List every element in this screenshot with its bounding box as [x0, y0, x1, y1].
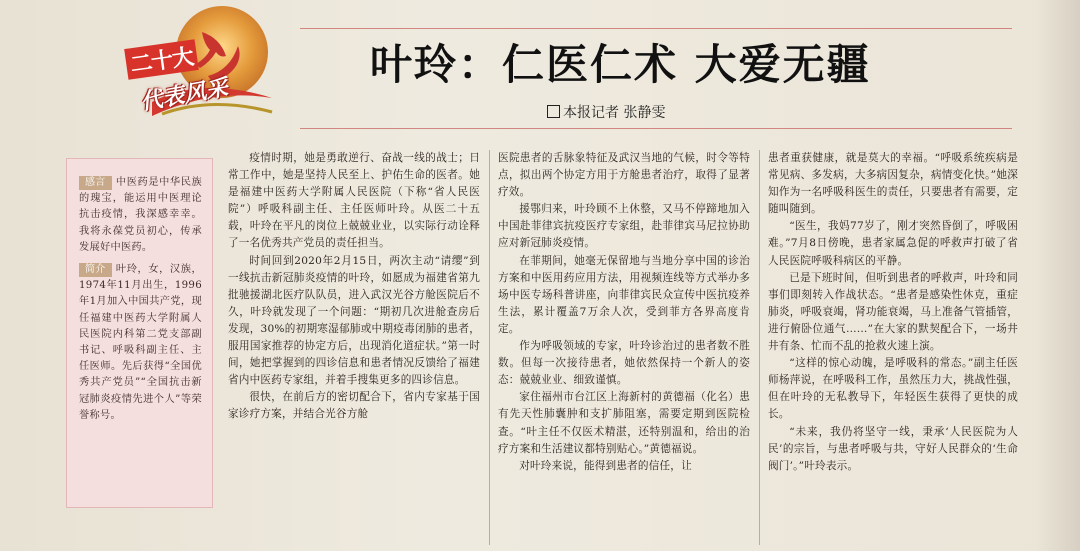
- paragraph: 已是下班时间，但听到患者的呼救声，叶玲和同事们即刻转入作战状态。“患者是感染性休克，重症肺炎，呼吸衰竭，肾功能衰竭，马上准备气管插管，进行俯卧位通气……”在大家的默契配合下，一场井井有条、忙而不乱的抢救火速上演。: [768, 271, 1018, 353]
- profile-tag: 简介: [79, 263, 112, 277]
- byline: [547, 102, 665, 122]
- article-column-3: [768, 150, 1018, 550]
- paragraph: 在菲期间，她毫无保留地与当地分享中国的诊治方案和中医用药应用方法，用视频连线等方式举办多场中医专场科普讲座，向菲律宾民众宣传中医抗疫养生法，累计覆盖7万余人次，受到菲方各界高度肯定。: [498, 254, 750, 335]
- paragraph: 援鄂归来，叶玲顾不上休整，又马不停蹄地加入中国赴菲律宾抗疫医疗专家组，赴菲律宾马尼拉协助应对新冠肺炎疫情。: [498, 203, 750, 250]
- bottom-rule: [300, 128, 1012, 129]
- logo-line1: 二十大: [124, 39, 199, 80]
- paragraph: 对叶玲来说，能得到患者的信任，让: [519, 459, 692, 472]
- paragraph: 患者重获健康，就是莫大的幸福。“呼吸系统疾病是常见病、多发病，大多病因复杂，病情变化快。”她深知作为一名呼吸科医生的责任，只要患者有需要，定随叫随到。: [768, 152, 1018, 216]
- column-divider: [759, 150, 760, 545]
- paragraph: “未来，我仍将坚守一线，秉承‘人民医院为人民’的宗旨，与患者呼吸与共，守好人民群众的‘生命阀门’。”叶玲表示。: [768, 425, 1018, 472]
- paragraph: 很快，在前后方的密切配合下，省内专家基于国家诊疗方案，并结合光谷方舱: [228, 391, 480, 421]
- top-rule: [300, 28, 1012, 29]
- profile-sidebar: [66, 158, 213, 508]
- article-column-1: [228, 150, 480, 550]
- column-divider: [489, 150, 490, 545]
- motto-tag: 感言: [79, 176, 112, 190]
- paragraph: “这样的惊心动魄，是呼吸科的常态。”副主任医师杨萍说，在呼吸科工作，虽然压力大，挑战性强，但在叶玲的无私教导下，年轻医生获得了更快的成长。: [768, 357, 1018, 421]
- paragraph: 时间回到2020年2月15日，两次主动“请缨”到一线抗击新冠肺炎疫情的叶玲，如愿成为福建省第九批驰援湖北医疗队队员，进入武汉光谷方舱医院后不久，叶玲就发现了一个问题：“期初几次进舱查房后发现，30%的初期寒湿郁肺或中期疫毒闭肺的患者，服用国家推荐的协定方后，出现消化道症状。”第一时间，她把掌握到的四诊信息和患者情况反馈给了福建省内中医药专家组，并着手搜集更多的四诊信息。: [228, 254, 480, 387]
- profile-text: 叶玲，女，汉族，1974年11月出生，1996年1月加入中国共产党，现任福建中医药大学附属人民医院内科第二党支部副书记、呼吸科副主任、主任医师。先后获得“全国优秀共产党员”“全国抗击新冠肺炎疫情先进个人”等荣誉称号。: [79, 264, 202, 421]
- byline-text: 本报记者 张静雯: [563, 105, 666, 121]
- paragraph: 医院患者的舌脉象特征及武汉当地的气候，时令等特点，拟出两个协定方用于方舱患者治疗，取得了显著疗效。: [498, 152, 750, 199]
- paragraph: 作为呼吸领域的专家，叶玲诊治过的患者数不胜数。但每一次接待患者，她依然保持一个新人的姿态：兢兢业业、细致谨慎。: [498, 340, 750, 387]
- square-icon: [547, 105, 560, 118]
- paragraph: “医生，我妈77岁了，刚才突然昏倒了，呼吸困难。”7月8日傍晚，患者家属急促的呼救声打破了省人民医院呼吸科病区的平静。: [768, 220, 1018, 267]
- article-column-2: [498, 150, 750, 550]
- paragraph: 家住福州市台江区上海新村的黄德福（化名）患有先天性肺囊肿和支扩肺阻塞，需要定期到医院检查。“叶主任不仅医术精湛，还特别温和，给出的治疗方案和生活建议都特别贴心。”黄德福说。: [498, 391, 750, 455]
- page-edge-shadow: [1036, 0, 1080, 551]
- motto-text: 中医药是中华民族的瑰宝，能运用中医理论抗击疫情，我深感幸幸。我将永葆党员初心，传承发展好中医药。: [79, 177, 202, 253]
- paragraph: 疫情时期，她是勇敢逆行、奋战一线的战士；日常工作中，她是坚持人民至上、护佑生命的医者。她是福建中医药大学附属人民医院（下称“省人民医院”）呼吸科副主任、主任医师叶玲。从医二十五载，叶玲在平凡的岗位上兢兢业业，以实际行动诠释了一名优秀共产党员的责任担当。: [228, 152, 480, 250]
- logo-line2: 代表风采: [138, 74, 230, 116]
- headline: 叶玲：仁医仁术 大爱无疆: [370, 40, 871, 89]
